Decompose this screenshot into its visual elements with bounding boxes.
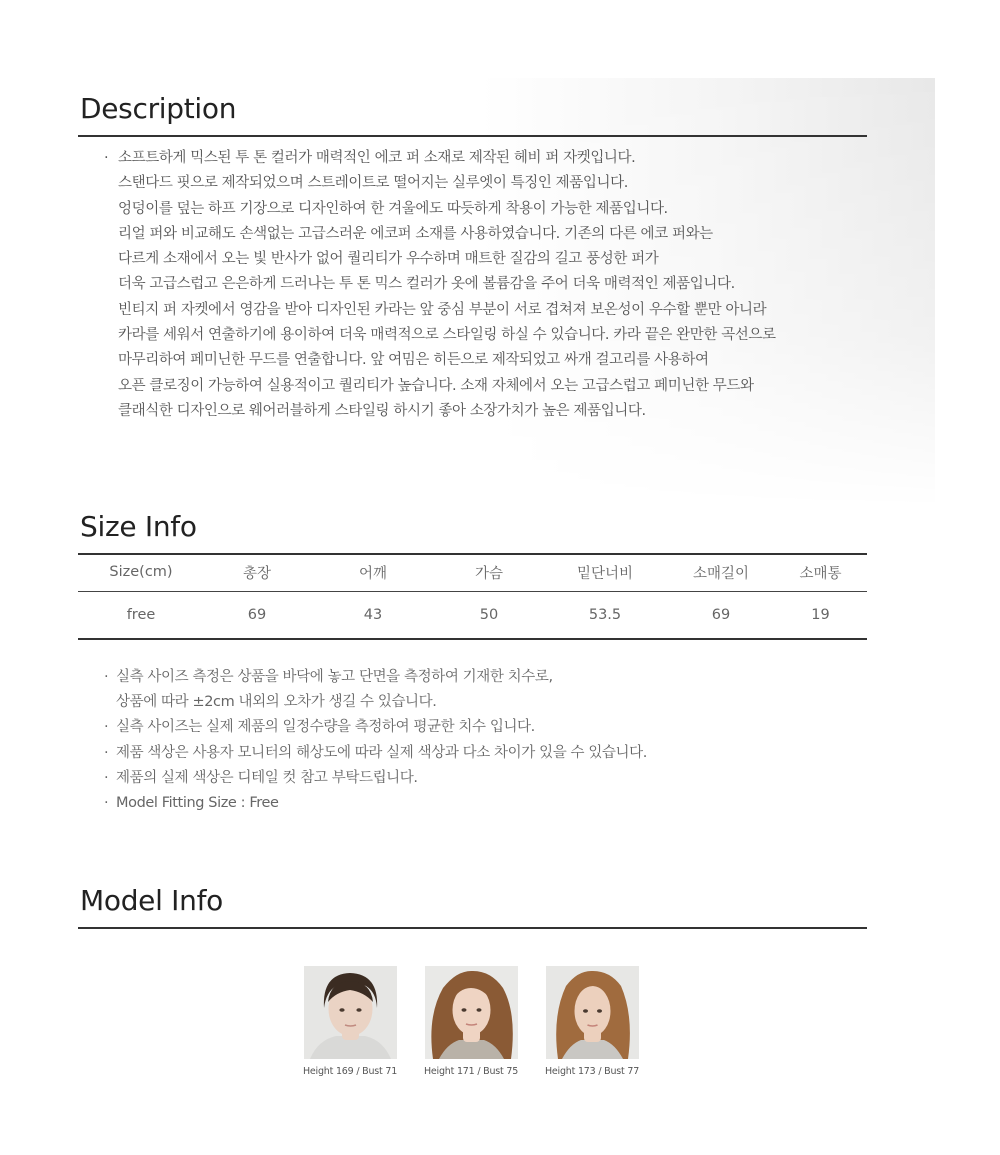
size-header-sleeve-length: 소매길이 [692,565,750,582]
size-note: · 실측 사이즈는 실제 제품의 일정수량을 측정하여 평균한 치수 입니다. [104,715,904,740]
model-card [421,966,521,1077]
description-text [104,146,904,424]
size-cell: 53.5 [588,606,622,623]
model-caption: Height 173 / Bust 77 [544,1066,640,1077]
size-note: · 제품의 실제 색상은 디테일 컷 참고 부탁드립니다. [104,766,904,791]
model-info-title: Model Info [80,884,223,917]
description-line: 다르게 소재에서 오는 빛 반사가 없어 퀄리티가 우수하며 매트한 질감의 길고 풍성한 퍼가 [118,251,659,268]
description-line: 더욱 고급스럽고 은은하게 드러나는 투 톤 믹스 컬러가 옷에 볼륨감을 주어 더욱 매력적인 제품입니다. [118,276,735,293]
description-line: 클래식한 디자인으로 웨어러블하게 스타일링 하시기 좋아 소장가치가 높은 제품입니다. [118,402,646,419]
size-table [78,554,867,638]
size-header-hem-width: 밑단너비 [576,565,634,582]
model-info-rule [78,927,867,929]
size-notes [104,665,904,816]
size-header-size: Size(cm) [109,564,173,581]
size-note: 상품에 따라 ±2cm 내외의 오차가 생길 수 있습니다. [116,694,437,711]
size-header-chest: 가슴 [474,565,503,582]
size-cell: 50 [479,606,499,623]
description-line: 카라를 세워서 연출하기에 용이하여 더욱 매력적으로 스타일링 하실 수 있습니다. 카라 끝은 완만한 곡선으로 [118,327,776,344]
description-rule [78,135,867,137]
size-header-sleeve-width: 소매통 [799,565,842,582]
model-card [542,966,642,1077]
model-fitting-size: · Model Fitting Size : Free [104,791,904,816]
description-line: 엉덩이를 덮는 하프 기장으로 디자인하여 한 겨울에도 따듯하게 착용이 가능한 제품입니다. [118,200,668,217]
size-table-header-row [78,554,867,591]
size-cell: 69 [711,606,731,623]
size-note: · 실측 사이즈 측정은 상품을 바닥에 놓고 단면을 측정하여 기재한 치수로, [104,665,904,690]
size-header-length: 총장 [242,565,271,582]
model-caption: Height 169 / Bust 71 [302,1066,398,1077]
description-line: 스탠다드 핏으로 제작되었으며 스트레이트로 떨어지는 실루엣이 특징인 제품입니다. [118,175,628,192]
model-photo [546,966,639,1059]
description-line: 리얼 퍼와 비교해도 손색없는 고급스러운 에코퍼 소재를 사용하였습니다. 기존의 다른 에코 퍼와는 [118,225,713,242]
size-info-bottom-rule [78,638,867,640]
size-header-shoulder: 어깨 [358,565,387,582]
size-info-title: Size Info [80,510,197,543]
description-line: · 소프트하게 믹스된 투 톤 컬러가 매력적인 에코 퍼 소재로 제작된 헤비 퍼 자켓입니다. [104,146,904,171]
model-card [300,966,400,1077]
size-cell: 43 [363,606,383,623]
size-cell: 69 [247,606,267,623]
description-line: 빈티지 퍼 자켓에서 영감을 받아 디자인된 카라는 앞 중심 부분이 서로 겹쳐져 보온성이 우수할 뿐만 아니라 [118,301,767,318]
model-caption: Height 171 / Bust 75 [423,1066,519,1077]
description-line: 오픈 클로징이 가능하여 실용적이고 퀄리티가 높습니다. 소재 자체에서 오는 고급스럽고 페미닌한 무드와 [118,377,754,394]
size-cell: 19 [811,606,830,623]
size-note: · 제품 색상은 사용자 모니터의 해상도에 따라 실제 색상과 다소 차이가 있을 수 있습니다. [104,741,904,766]
table-row [78,591,867,638]
size-cell: free [126,606,156,623]
model-photo [425,966,518,1059]
model-list [300,966,642,1077]
description-line: 마무리하여 페미닌한 무드를 연출합니다. 앞 여밈은 히든으로 제작되었고 싸개 걸고리를 사용하여 [118,352,709,369]
description-title: Description [80,92,237,125]
model-photo [304,966,397,1059]
